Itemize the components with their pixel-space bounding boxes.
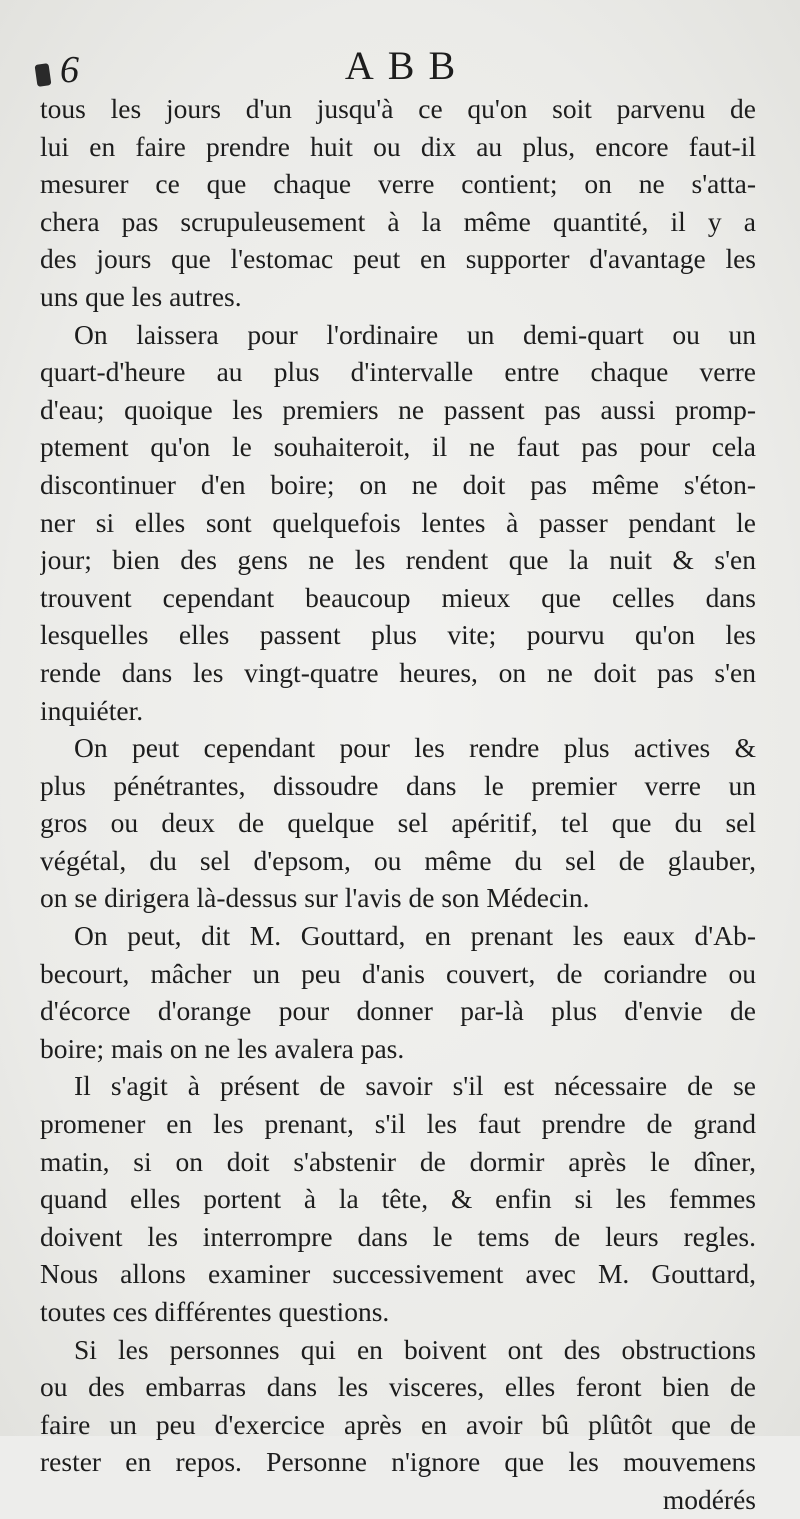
page-number: 6 (60, 49, 79, 91)
text-line: ptement qu'on le souhaiteroit, il ne faut pas pour cela (40, 431, 756, 463)
text-line: matin, si on doit s'abstenir de dormir après le dîner, (40, 1145, 756, 1177)
text-line: faire un peu d'exercice après en avoir bû plûtôt que de (40, 1408, 756, 1440)
text-line: promener en les prenant, s'il les faut prendre de grand (40, 1108, 756, 1140)
text-line: des jours que l'estomac peut en supporter d'avantage les (40, 243, 756, 275)
text-line: rester en repos. Personne n'ignore que les mouvemens (40, 1446, 756, 1478)
paragraph-start-line: On peut, dit M. Gouttard, en prenant les eaux d'Ab- (74, 920, 756, 952)
paragraph-start-line: Si les personnes qui en boivent ont des obstructions (74, 1333, 756, 1365)
text-line: doivent les interrompre dans le tems de leurs regles. (40, 1220, 756, 1252)
text-line: ner si elles sont quelquefois lentes à passer pendant le (40, 506, 756, 538)
text-line: Nous allons examiner successivement avec M. Gouttard, (40, 1258, 756, 1290)
text-line: chera pas scrupuleusement à la même quantité, il y a (40, 205, 756, 237)
text-line: végétal, du sel d'epsom, ou même du sel de glauber, (40, 844, 756, 876)
text-line: toutes ces différentes questions. (40, 1296, 390, 1327)
text-line: uns que les autres. (40, 280, 242, 312)
text-line: on se dirigera là-dessus sur l'avis de son Médecin. (40, 882, 590, 914)
body-text (40, 90, 756, 1519)
text-line: tous les jours d'un jusqu'à ce qu'on soit parvenu de (40, 93, 756, 124)
text-line: rende dans les vingt-quatre heures, on ne doit pas s'en (40, 656, 756, 688)
text-line: lui en faire prendre huit ou dix au plus, encore faut-il (40, 130, 756, 162)
text-line: lesquelles elles passent plus vite; pourvu qu'on les (40, 619, 756, 651)
paragraph-start-line: On laissera pour l'ordinaire un demi-quart ou un (74, 318, 756, 350)
text-line: boire; mais on ne les avalera pas. (40, 1032, 405, 1064)
running-head: ABB (344, 43, 470, 88)
paragraph-start-line: On peut cependant pour les rendre plus actives & (74, 732, 756, 764)
text-line: inquiéter. (40, 694, 144, 726)
catchword: modérés (662, 1483, 756, 1515)
page-header (0, 42, 800, 92)
text-line: ou des embarras dans les visceres, elles feront bien de (40, 1371, 756, 1403)
text-line: trouvent cependant beaucoup mieux que celles dans (40, 581, 756, 613)
text-line: quand elles portent à la tête, & enfin si les femmes (40, 1183, 756, 1215)
text-line: mesurer ce que chaque verre contient; on ne s'atta- (40, 168, 756, 200)
text-line: d'eau; quoique les premiers ne passent pas aussi promp- (40, 393, 756, 425)
text-line: gros ou deux de quelque sel apéritif, tel que du sel (40, 807, 756, 839)
text-line: becourt, mâcher un peu d'anis couvert, de coriandre ou (40, 957, 756, 989)
text-line: quart-d'heure au plus d'intervalle entre chaque verre (40, 356, 756, 388)
text-line: plus pénétrantes, dissoudre dans le premier verre un (40, 769, 756, 801)
paragraph-start-line: Il s'agit à présent de savoir s'il est nécessaire de se (74, 1070, 756, 1102)
text-line: discontinuer d'en boire; on ne doit pas même s'éton- (40, 468, 756, 500)
text-line: jour; bien des gens ne les rendent que la nuit & s'en (40, 544, 756, 576)
text-line: d'écorce d'orange pour donner par-là plus d'envie de (40, 995, 756, 1027)
